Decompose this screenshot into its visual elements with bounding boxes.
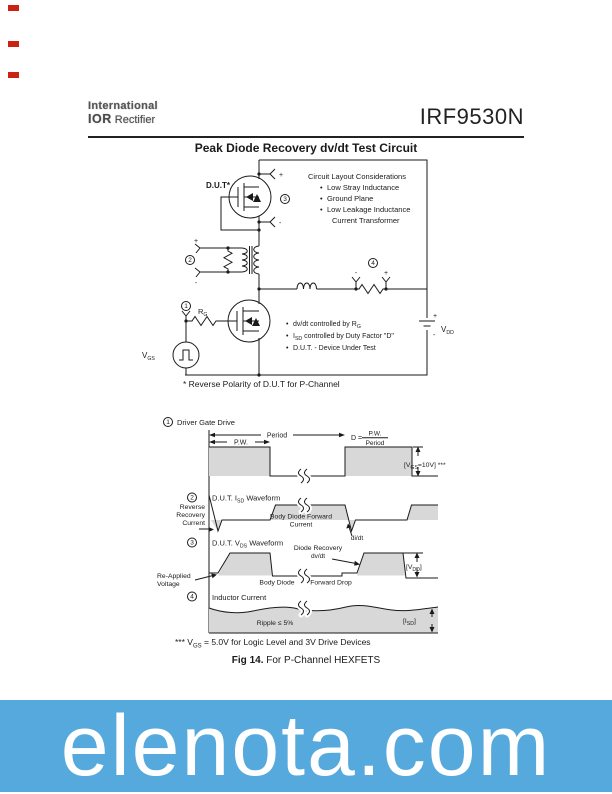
header-rule bbox=[88, 136, 524, 138]
svg-text:4: 4 bbox=[371, 260, 375, 268]
circuit-wiring bbox=[185, 160, 427, 375]
svg-text:•: • bbox=[320, 183, 323, 192]
pw-label: P.W. bbox=[234, 439, 248, 447]
marker-4 bbox=[369, 259, 378, 268]
row2-label: D.U.T. $I_{SD}$ Waveform bbox=[212, 493, 281, 505]
svg-text:Re-Applied: Re-Applied bbox=[157, 573, 191, 580]
marker-3 bbox=[281, 195, 290, 204]
svg-text:Circuit Layout Considerations: Circuit Layout Considerations bbox=[308, 172, 406, 181]
waveform-footnote: *** $V_{GS} = 5.0V$ for Logic Level and 3V Drive Devices bbox=[175, 637, 371, 650]
battery-minus-label: - bbox=[433, 332, 436, 339]
svg-text:3: 3 bbox=[283, 196, 287, 204]
duty-num: P.W. bbox=[368, 430, 382, 438]
dut-label: D.U.T* bbox=[206, 181, 230, 190]
note-3: D.U.T. - Device Under Test bbox=[293, 345, 376, 352]
svg-text:3: 3 bbox=[190, 539, 194, 547]
sense-plus-label: + bbox=[383, 270, 389, 277]
circuit-footnote: * Reverse Polarity of D.U.T for P-Channel bbox=[183, 379, 340, 389]
current-transformer bbox=[194, 238, 259, 287]
svg-text:•: • bbox=[286, 333, 289, 340]
probe-connectors bbox=[257, 270, 390, 291]
svg-text:Current Transformer: Current Transformer bbox=[332, 216, 400, 225]
svg-text:•: • bbox=[286, 345, 289, 352]
svg-text:Diode Recovery: Diode Recovery bbox=[293, 545, 343, 552]
row4-label: Inductor Current bbox=[212, 593, 267, 602]
page-title: Peak Diode Recovery dv/dt Test Circuit bbox=[194, 141, 418, 155]
ripple-label: Ripple ≤ 5% bbox=[256, 620, 294, 627]
circuit-diagram bbox=[140, 150, 480, 400]
vgs-label: $V_{GS}$ bbox=[142, 351, 155, 362]
svg-text:Current: Current bbox=[182, 520, 205, 527]
marker-2 bbox=[186, 256, 195, 265]
svg-text:Body Diode Forward: Body Diode Forward bbox=[270, 513, 332, 521]
row1-label: Driver Gate Drive bbox=[177, 418, 235, 427]
svg-text:Low Leakage Inductance: Low Leakage Inductance bbox=[327, 205, 411, 214]
dut-minus-label: - bbox=[279, 220, 282, 227]
waveform-row2 bbox=[176, 493, 438, 542]
period-label: Period bbox=[266, 432, 288, 440]
part-number: IRF9530N bbox=[419, 104, 524, 129]
red-mark bbox=[8, 72, 19, 78]
svg-text:2: 2 bbox=[190, 494, 194, 502]
svg-text:4: 4 bbox=[190, 593, 194, 601]
header-logo bbox=[88, 100, 158, 126]
svg-text:Voltage: Voltage bbox=[157, 581, 180, 588]
red-mark bbox=[8, 41, 19, 47]
waveform-row3 bbox=[157, 538, 438, 588]
row4-bracket: $[I_{SD}]$ bbox=[403, 618, 416, 627]
row1-bracket: $[V_{GS}=10V]$ *** bbox=[404, 462, 446, 471]
row3-bracket: $[V_{DD}]$ bbox=[406, 564, 422, 573]
svg-text:2: 2 bbox=[188, 257, 192, 265]
driver-mosfet bbox=[220, 300, 270, 342]
marker-1 bbox=[182, 302, 191, 311]
waveform-row1 bbox=[164, 418, 447, 484]
note-2: $I_{SD}$ controlled by Duty Factor "D" bbox=[293, 333, 394, 342]
logo-line1: International bbox=[88, 100, 158, 112]
logo-brand: IOR bbox=[88, 112, 112, 126]
svg-text:Low Stray Inductance: Low Stray Inductance bbox=[327, 183, 400, 192]
circuit-notes bbox=[286, 321, 394, 352]
gate-drive bbox=[142, 307, 220, 375]
svg-text:•: • bbox=[286, 321, 289, 328]
svg-text:Recovery: Recovery bbox=[176, 512, 205, 519]
dut-plus-label: + bbox=[279, 172, 284, 179]
rg-label: $R_G$ bbox=[198, 307, 208, 318]
vdd-label: $V_{DD}$ bbox=[441, 325, 454, 336]
svg-text:Body Diode: Body Diode bbox=[259, 579, 295, 587]
elenota-banner bbox=[0, 700, 612, 792]
svg-text:1: 1 bbox=[166, 419, 170, 427]
note-1: dv/dt controlled by $R_G$ bbox=[293, 321, 361, 330]
svg-text:Current: Current bbox=[289, 521, 313, 529]
waveform-row4 bbox=[188, 592, 439, 633]
svg-text:1: 1 bbox=[184, 303, 188, 311]
duty-lhs: D = bbox=[351, 435, 363, 442]
didt-label: di/dt bbox=[350, 535, 364, 542]
dut-mosfet bbox=[206, 169, 283, 232]
figure-caption: Fig 14. For P-Channel HEXFETS bbox=[231, 655, 381, 666]
svg-text:•: • bbox=[320, 194, 323, 203]
layout-considerations bbox=[308, 172, 410, 225]
duty-den: Period bbox=[365, 440, 385, 447]
svg-text:Ground Plane: Ground Plane bbox=[327, 194, 374, 203]
row3-label: D.U.T. $V_{DS}$ Waveform bbox=[212, 538, 284, 550]
battery-plus-label: + bbox=[433, 313, 438, 320]
svg-text:•: • bbox=[320, 205, 323, 214]
waveform-diagram bbox=[155, 412, 455, 644]
xfmr-minus-label: - bbox=[194, 280, 198, 287]
svg-text:dv/dt: dv/dt bbox=[310, 553, 326, 560]
logo-line2: IOR Rectifier bbox=[88, 112, 156, 126]
red-mark bbox=[8, 5, 19, 11]
svg-text:Forward Drop: Forward Drop bbox=[310, 579, 352, 587]
banner-text: elenota.com bbox=[60, 698, 552, 794]
svg-text:Reverse: Reverse bbox=[179, 504, 205, 511]
sense-minus-label: - bbox=[354, 270, 358, 277]
xfmr-plus-label: + bbox=[193, 238, 199, 245]
